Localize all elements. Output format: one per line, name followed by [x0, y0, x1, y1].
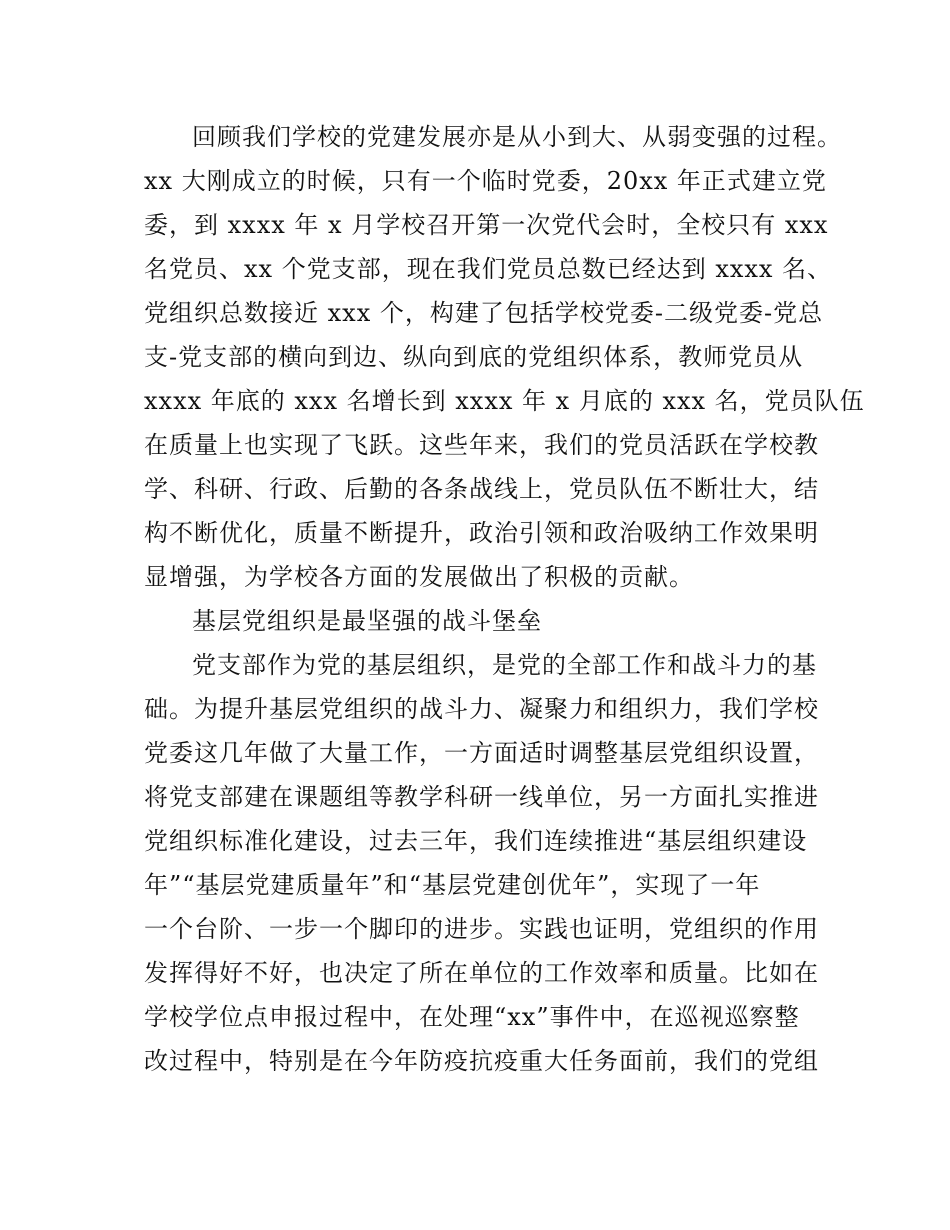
paragraph-line: xx 大刚成立的时候，只有一个临时党委，20xx 年正式建立党 [144, 167, 827, 195]
paragraph-line: 支-党支部的横向到边、纵向到底的党组织体系，教师党员从 [144, 343, 804, 371]
paragraph-line: 础。为提升基层党组织的战斗力、凝聚力和组织力，我们学校 [144, 695, 819, 723]
paragraph-line: 改过程中，特别是在今年防疫抗疫重大任务面前，我们的党组 [144, 1047, 819, 1075]
paragraph-line: 一个台阶、一步一个脚印的进步。实践也证明，党组织的作用 [144, 915, 819, 943]
paragraph-line: 将党支部建在课题组等教学科研一线单位，另一方面扎实推进 [144, 783, 819, 811]
paragraph-line: 回顾我们学校的党建发展亦是从小到大、从弱变强的过程。 [192, 123, 842, 151]
section-heading: 基层党组织是最坚强的战斗堡垒 [192, 607, 542, 635]
paragraph-line: xxxx 年底的 xxx 名增长到 xxxx 年 x 月底的 xxx 名，党员队伍 [144, 387, 865, 415]
paragraph-line: 党组织总数接近 xxx 个，构建了包括学校党委-二级党委-党总 [144, 299, 824, 327]
paragraph-line: 党支部作为党的基层组织，是党的全部工作和战斗力的基 [192, 651, 817, 679]
paragraph-line: 在质量上也实现了飞跃。这些年来，我们的党员活跃在学校教 [144, 431, 819, 459]
paragraph-line: 学、科研、行政、后勤的各条战线上，党员队伍不断壮大，结 [144, 475, 819, 503]
paragraph-line: 年”“基层党建质量年”和“基层党建创优年”，实现了一年 [144, 871, 761, 899]
paragraph-line: 学校学位点申报过程中，在处理“xx”事件中，在巡视巡察整 [144, 1003, 800, 1031]
paragraph-line: 名党员、xx 个党支部，现在我们党员总数已经达到 xxxx 名、 [144, 255, 833, 283]
paragraph-line: 显增强，为学校各方面的发展做出了积极的贡献。 [144, 563, 694, 591]
paragraph-line: 发挥得好不好，也决定了所在单位的工作效率和质量。比如在 [144, 959, 819, 987]
paragraph-line: 党委这几年做了大量工作，一方面适时调整基层党组织设置， [144, 739, 819, 767]
paragraph-line: 党组织标准化建设，过去三年，我们连续推进“基层组织建设 [144, 827, 808, 855]
paragraph-line: 构不断优化，质量不断提升，政治引领和政治吸纳工作效果明 [144, 519, 819, 547]
paragraph-line: 委，到 xxxx 年 x 月学校召开第一次党代会时，全校只有 xxx [144, 211, 829, 239]
